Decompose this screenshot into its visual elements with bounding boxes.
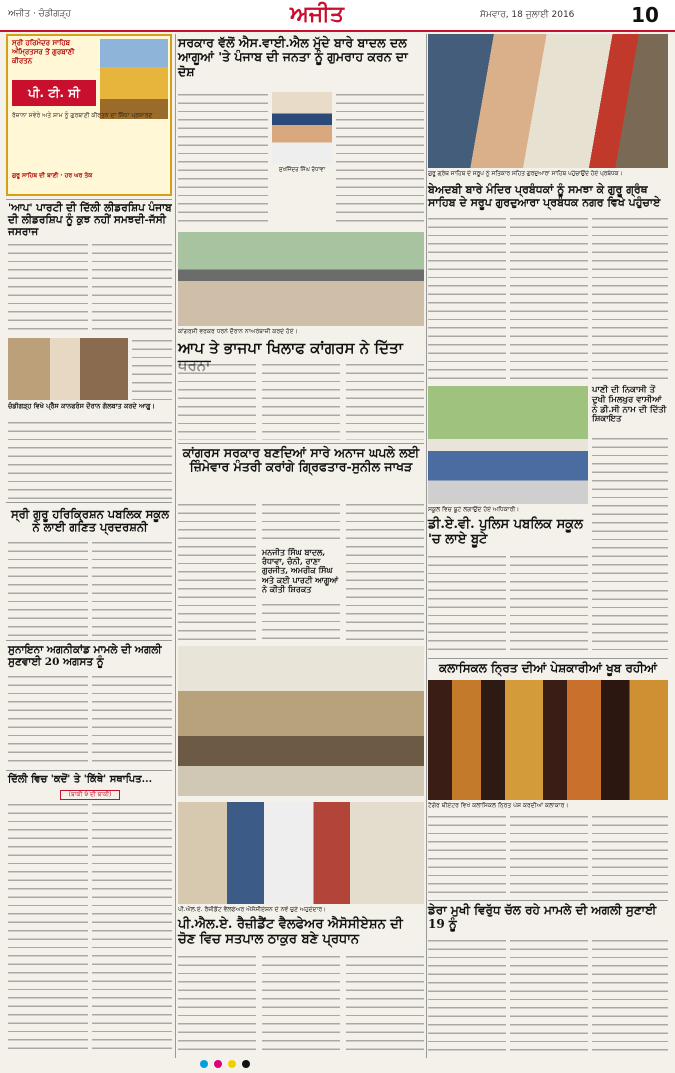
water-body <box>592 436 668 584</box>
sunaina-headline: ਸੁਨਾਇਨਾ ਅਗਨੀਕਾਂਡ ਮਾਮਲੇ ਦੀ ਅਗਲੀ ਸੁਣਵਾਈ 20 ਅਗਸਤ ਨੂੰ <box>8 644 162 669</box>
newspaper-logo: ਅਜੀਤ <box>290 1 344 27</box>
pla-body-col1 <box>178 954 256 1054</box>
delhi-body-col1 <box>8 802 88 1054</box>
hari-headline: ਸ੍ਰੀ ਗੁਰੂ ਹਰਿਕ੍ਰਿਸ਼ਨ ਪਬਲਿਕ ਸਕੂਲ ਨੇ ਲਾਈ ਗਣਿਤ ਪ੍ਰਦਰਸ਼ਨੀ <box>10 507 169 535</box>
dav-photo <box>428 386 588 504</box>
registration-mark-yellow <box>228 1060 236 1068</box>
portrait-caption: ਸੁਖਜਿੰਦਰ ਸਿੰਘ ਰੰਧਾਵਾ <box>278 167 326 173</box>
temple-body-col1 <box>428 216 506 382</box>
temple-body-col2 <box>510 216 588 382</box>
ad-brand: ਪੀ. ਟੀ. ਸੀ <box>12 80 96 106</box>
dharna-caption: ਕਾਂਗਰਸੀ ਵਰਕਰ ਧਰਨੇ ਦੌਰਾਨ ਨਾਅਰੇਬਾਜ਼ੀ ਕਰਦੇ ਹੋਏ। <box>178 328 298 335</box>
golden-temple-image <box>100 39 168 119</box>
aap-body-col2 <box>92 242 172 334</box>
page-number: 10 <box>631 3 659 27</box>
temple-headline: ਬੇਅਦਬੀ ਬਾਰੇ ਮੰਦਿਰ ਪ੍ਰਬੰਧਕਾਂ ਨੂੰ ਸਮਝਾ ਕੇ ਗੁਰੂ ਗ੍ਰੰਥ ਸਾਹਿਬ ਦੇ ਸਰੂਪ ਗੁਰਦੁਆਰਾ ਪ੍ਰਬੰਧਕ ਨਗਰ ਵਿਖੇ ਪਹੁੰਚਾਏ <box>428 183 661 209</box>
jakhar-body-col2 <box>262 502 340 546</box>
delhi-headline: ਦਿੱਲੀ ਵਿਚ 'ਕਦੋਂ' ਤੇ 'ਕਿੱਥੇ' ਸਥਾਪਿਤ... <box>8 774 153 785</box>
delhi-body-col2 <box>92 802 172 1054</box>
lead-headline: ਸਰਕਾਰ ਵੱਲੋਂ ਐਸ.ਵਾਈ.ਐਲ ਮੁੱਦੇ ਬਾਰੇ ਬਾਦਲ ਦਲ ਆਗੂਆਂ 'ਤੇ ਪੰਜਾਬ ਦੀ ਜਨਤਾ ਨੂੰ ਗੁਮਰਾਹ ਕਰਨ ਦਾ ਦੋਸ਼ <box>178 35 408 79</box>
classical-dance-photo <box>428 680 668 800</box>
sunaina-body-col2 <box>92 674 172 766</box>
aap-press-photo <box>8 338 128 400</box>
jakhar-event-photo <box>178 646 424 796</box>
classical-headline: ਕਲਾਸਿਕਲ ਨ੍ਰਿਤ ਦੀਆਂ ਪੇਸ਼ਕਾਰੀਆਂ ਖੂਬ ਰਹੀਆਂ <box>438 661 657 675</box>
dera-body-col3 <box>592 938 668 1054</box>
jakhar-body-col1 <box>178 502 256 642</box>
hari-body-col1 <box>8 540 88 636</box>
dharna-photo <box>178 232 424 326</box>
ad-body: ਰੋਜ਼ਾਨਾ ਸਵੇਰੇ ਅਤੇ ਸ਼ਾਮ ਨੂੰ ਗੁਰਬਾਣੀ ਕੀਰਤਨ ਦਾ ਸਿੱਧਾ ਪ੍ਰਸਾਰਣ <box>12 112 153 119</box>
classical-body-col3 <box>592 814 668 896</box>
dav-headline: ਡੀ.ਏ.ਵੀ. ਪੁਲਿਸ ਪਬਲਿਕ ਸਕੂਲ 'ਚ ਲਾਏ ਬੂਟੇ <box>428 517 583 547</box>
ad-footer: ਗੁਰੂ ਸਾਹਿਬ ਦੀ ਬਾਣੀ · ਹਰ ਘਰ ਤੱਕ <box>12 172 93 179</box>
water-headline: ਪਾਣੀ ਦੀ ਨਿਕਾਸੀ ਤੋਂ ਦੁਖੀ ਮਿਲਖੁਰ ਵਾਸੀਆਂ ਨੇ ਡੀ.ਸੀ ਨਾਮ ਦੀ ਦਿੱਤੀ ਸ਼ਿਕਾਇਤ <box>592 385 667 425</box>
dharna-body-col3 <box>346 362 424 440</box>
jakhar-headline: ਕਾਂਗਰਸ ਸਰਕਾਰ ਬਣਦਿਆਂ ਸਾਰੇ ਅਨਾਜ ਘਪਲੇ ਲਈ ਜ਼ਿੰਮੇਵਾਰ ਮੰਤਰੀ ਕਰਾਂਗੇ ਗ੍ਰਿਫਤਾਰ-ਸੁਨੀਲ ਜਾਖੜ <box>182 445 420 475</box>
lead-body-col2 <box>336 92 424 228</box>
dharna-body-col2 <box>262 362 340 440</box>
registration-mark-magenta <box>214 1060 222 1068</box>
dera-body-col1 <box>428 938 506 1054</box>
classical-body-col2 <box>510 814 588 896</box>
pla-headline: ਪੀ.ਐਲ.ਏ. ਰੈਜ਼ੀਡੈਂਟ ਵੈਲਫੇਅਰ ਐਸੋਸੀਏਸ਼ਨ ਦੀ ਚੋਣ ਵਿਚ ਸਤਪਾਲ ਠਾਕੁਰ ਬਣੇ ਪ੍ਰਧਾਨ <box>178 917 403 947</box>
classical-body-col1 <box>428 814 506 896</box>
pla-body-col2 <box>262 954 340 1054</box>
aap-photo-caption: ਚੰਡੀਗੜ੍ਹ ਵਿਖੇ ਪ੍ਰੈੱਸ ਕਾਨਫਰੰਸ ਦੌਰਾਨ ਗੱਲਬਾਤ ਕਰਦੇ ਆਗੂ। <box>8 402 155 410</box>
jakhar-body-col2b <box>262 602 340 642</box>
dera-body-col2 <box>510 938 588 1054</box>
temple-caption: ਗੁਰੂ ਗ੍ਰੰਥ ਸਾਹਿਬ ਦੇ ਸਰੂਪ ਨੂੰ ਸਤਿਕਾਰ ਸਹਿਤ ਗੁਰਦੁਆਰਾ ਸਾਹਿਬ ਪਹੁੰਚਾਉਂਦੇ ਹੋਏ ਪ੍ਰਬੰਧਕ। <box>428 171 623 177</box>
dharna-body-col1 <box>178 362 256 440</box>
temple-body-col3 <box>592 216 668 382</box>
dav-caption: ਸਕੂਲ ਵਿਚ ਬੂਟੇ ਲਗਾਉਂਦੇ ਹੋਏ ਅਧਿਕਾਰੀ। <box>428 506 520 513</box>
dera-headline: ਡੇਰਾ ਮੁਖੀ ਵਿਰੁੱਧ ਚੱਲ ਰਹੇ ਮਾਮਲੇ ਦੀ ਅਗਲੀ ਸੁਣਾਈ 19 ਨੂੰ <box>428 903 657 931</box>
classical-caption: ਟੈਗੋਰ ਥੀਏਟਰ ਵਿਖੇ ਕਲਾਸਿਕਲ ਨ੍ਰਿਤ ਪੇਸ਼ ਕਰਦੀਆਂ ਕਲਾਕਾਰ। <box>428 802 569 809</box>
temple-photo <box>428 34 668 168</box>
lead-body-col1 <box>178 92 268 228</box>
dav-body-col1 <box>428 554 506 654</box>
portrait-photo <box>272 92 332 164</box>
pla-caption: ਪੀ.ਐਲ.ਏ. ਰੈਜ਼ੀਡੈਂਟ ਵੈਲਫੇਅਰ ਐਸੋਸੀਏਸ਼ਨ ਦੇ ਨਵੇਂ ਚੁਣੇ ਅਹੁਦੇਦਾਰ। <box>178 906 327 913</box>
pla-group-photo <box>178 802 424 904</box>
ad-title: ਸ੍ਰੀ ਹਰਿਮੰਦਰ ਸਾਹਿਬ ਅੰਮ੍ਰਿਤਸਰ ਤੋਂ ਗੁਰਬਾਣੀ ਕੀਰਤਨ <box>12 39 75 65</box>
aap-headline: 'ਆਪ' ਪਾਰਟੀ ਦੀ ਦਿੱਲੀ ਲੀਡਰਸ਼ਿਪ ਪੰਜਾਬ ਦੀ ਲੀਡਰਸ਼ਿਪ ਨੂੰ ਕੁਝ ਨਹੀਂ ਸਮਝਦੀ-ਜੱਸੀ ਜਸਰਾਜ <box>8 202 172 239</box>
jakhar-body-col3 <box>346 502 424 642</box>
sunaina-body-col1 <box>8 674 88 766</box>
aap-body-col3 <box>132 338 172 400</box>
hari-body-col2 <box>92 540 172 636</box>
aap-body-continued <box>8 420 172 500</box>
masthead <box>0 0 675 32</box>
jakhar-subhead: ਮਨਜੀਤ ਸਿੰਘ ਬਾਦਲ, ਰੰਧਾਵਾ, ਚੰਨੀ, ਰਾਣਾ ਗੁਰਜੀਤ, ਅਮਰੀਕ ਸਿੰਘ ਅਤੇ ਕਈ ਪਾਰਟੀ ਆਗੂਆਂ ਨੇ ਕੀਤੀ ਸ਼ਿਰਕਤ <box>262 547 339 594</box>
masthead-date: ਸੋਮਵਾਰ, 18 ਜੁਲਾਈ 2016 <box>480 10 575 20</box>
aap-body-col1 <box>8 242 88 334</box>
registration-mark-black <box>242 1060 250 1068</box>
registration-mark-cyan <box>200 1060 208 1068</box>
dharna-headline: ਆਪ ਤੇ ਭਾਜਪਾ ਖਿਲਾਫ ਕਾਂਗਰਸ ਨੇ ਦਿੱਤਾ <box>178 339 403 357</box>
delhi-jump: (ਬਾਕੀ 9 ਦੀ ਬਾਕੀ) <box>60 790 120 800</box>
water-body-continued <box>592 588 668 654</box>
masthead-edition: ਅਜੀਤ · ਚੰਡੀਗੜ੍ਹ <box>8 9 71 19</box>
pla-body-col3 <box>346 954 424 1054</box>
advertisement[interactable] <box>6 34 172 196</box>
dav-body-col2 <box>510 554 588 654</box>
